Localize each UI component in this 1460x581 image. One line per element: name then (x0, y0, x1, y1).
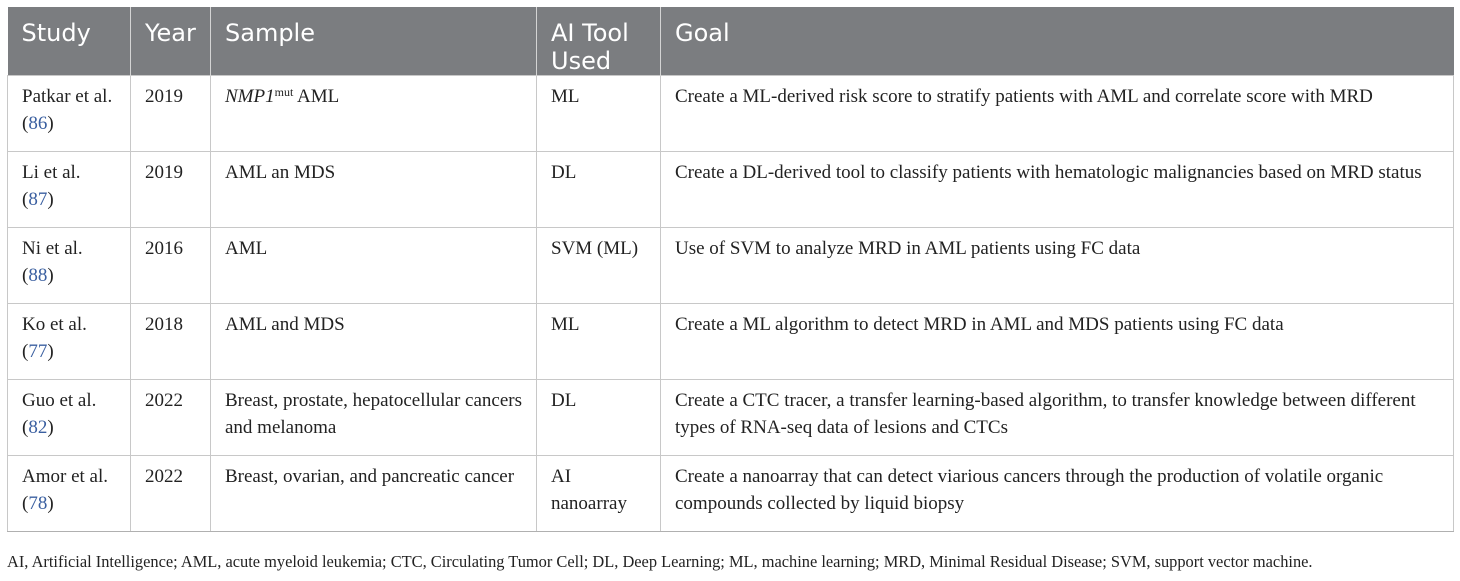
year-cell: 2022 (131, 456, 211, 532)
year-cell: 2019 (131, 152, 211, 228)
header-study: Study (8, 7, 131, 76)
table-row (8, 456, 1454, 532)
table-row (8, 380, 1454, 456)
sample-cell: Breast, prostate, hepatocellular cancers and melanoma (211, 380, 537, 456)
goal-cell: Create a nanoarray that can detect viarious cancers through the production of volatile organic compounds collected by liquid biopsy (661, 456, 1454, 532)
sample-cell: AML and MDS (211, 304, 537, 380)
study-cell: Ko et al. (77) (8, 304, 131, 380)
header-ai-tool: AI Tool Used (537, 7, 661, 76)
study-cell: Patkar et al. (86) (8, 76, 131, 152)
study-cell: Ni et al. (88) (8, 228, 131, 304)
goal-cell: Create a CTC tracer, a transfer learning-based algorithm, to transfer knowledge between different types of RNA-seq data of lesions and CTCs (661, 380, 1454, 456)
goal-cell: Use of SVM to analyze MRD in AML patients using FC data (661, 228, 1454, 304)
table-row (8, 76, 1454, 152)
table-row (8, 228, 1454, 304)
header-goal: Goal (661, 7, 1454, 76)
reference-link[interactable]: 88 (28, 265, 48, 286)
sample-cell: Breast, ovarian, and pancreatic cancer (211, 456, 537, 532)
goal-cell: Create a ML-derived risk score to stratify patients with AML and correlate score with MRD (661, 76, 1454, 152)
year-cell: 2022 (131, 380, 211, 456)
study-cell: Li et al. (87) (8, 152, 131, 228)
header-year: Year (131, 7, 211, 76)
year-cell: 2019 (131, 76, 211, 152)
year-cell: 2018 (131, 304, 211, 380)
header-sample: Sample (211, 7, 537, 76)
header-row (8, 7, 1454, 76)
reference-link[interactable]: 86 (28, 113, 48, 134)
reference-link[interactable]: 82 (28, 417, 48, 438)
goal-cell: Create a DL-derived tool to classify patients with hematologic malignancies based on MRD status (661, 152, 1454, 228)
studies-table (7, 7, 1454, 532)
ai-tool-cell: ML (537, 76, 661, 152)
table-row (8, 152, 1454, 228)
reference-link[interactable]: 77 (28, 341, 48, 362)
ai-tool-cell: AI nanoarray (537, 456, 661, 532)
sample-cell: AML (211, 228, 537, 304)
ai-tool-cell: SVM (ML) (537, 228, 661, 304)
ai-tool-cell: DL (537, 152, 661, 228)
year-cell: 2016 (131, 228, 211, 304)
sample-cell: AML an MDS (211, 152, 537, 228)
ai-tool-cell: DL (537, 380, 661, 456)
study-cell: Guo et al. (82) (8, 380, 131, 456)
ai-tool-cell: ML (537, 304, 661, 380)
table-row (8, 304, 1454, 380)
reference-link[interactable]: 87 (28, 189, 48, 210)
study-cell: Amor et al. (78) (8, 456, 131, 532)
goal-cell: Create a ML algorithm to detect MRD in AML and MDS patients using FC data (661, 304, 1454, 380)
table-footnote: AI, Artificial Intelligence; AML, acute myeloid leukemia; CTC, Circulating Tumor Cell; DL, Deep Learning; ML, machine learning; MRD, Minimal Residual Disease; SVM, support vector machine. (7, 552, 1313, 571)
table-container (7, 7, 1453, 532)
sample-cell: $NMP1^{mut}$ AML (211, 76, 537, 152)
reference-link[interactable]: 78 (28, 493, 48, 514)
